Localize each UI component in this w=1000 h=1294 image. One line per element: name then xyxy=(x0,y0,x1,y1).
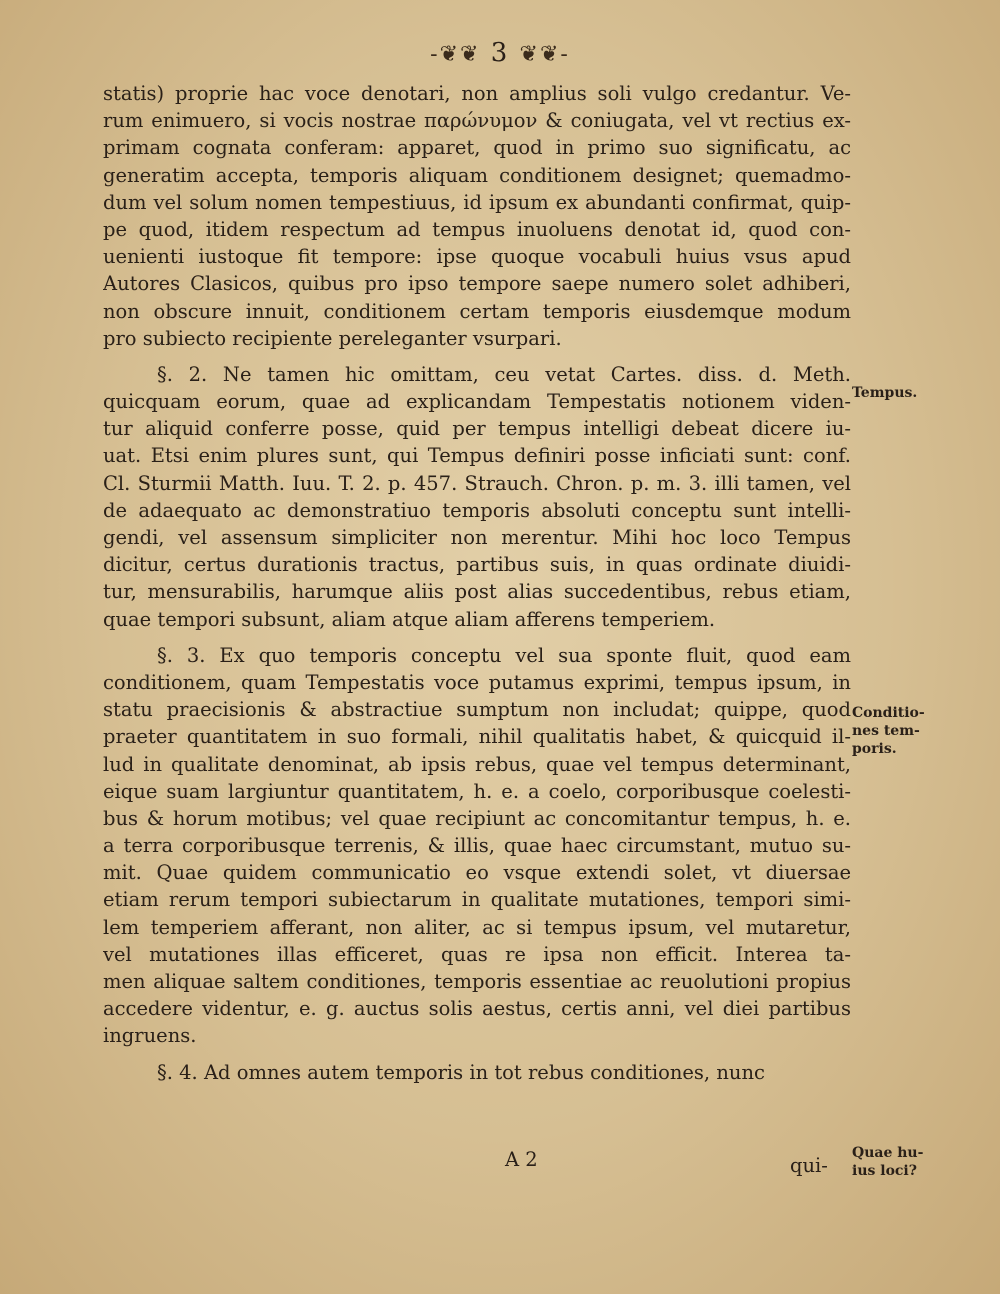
text-line: ingruens. xyxy=(103,1024,197,1048)
margin-note-text: Quae hu- ius loci? xyxy=(852,1145,924,1179)
signature-mark: A 2 xyxy=(505,1148,538,1171)
paragraph xyxy=(103,1059,851,1086)
text-line: Cl. Sturmii Matth. Iuu. T. 2. p. 457. Strauch. Chron. p. m. 3. illi tamen, vel xyxy=(103,471,851,495)
text-line: conditionem, quam Tempestatis voce putamus exprimi, tempus ipsum, in xyxy=(103,670,851,694)
margin-note-text: Tempus. xyxy=(852,385,918,401)
text-line: non obscure innuit, conditionem certam temporis eiusdemque modum xyxy=(103,299,851,323)
text-line: rum enimuero, si vocis nostrae παρώνυμον & coniugata, vel vt rectius ex- xyxy=(103,109,851,133)
page-footer xyxy=(0,1148,1000,1178)
text-line: etiam rerum tempori subiectarum in qualitate mutationes, tempori simi- xyxy=(103,888,851,912)
text-line: statis) proprie hac voce denotari, non amplius soli vulgo credantur. Ve- xyxy=(103,82,851,105)
text-line: pro subiecto recipiente pereleganter vsurpari. xyxy=(103,326,562,350)
margin-note-conditiones xyxy=(852,686,962,758)
text-line: uat. Etsi enim plures sunt, qui Tempus definiri posse inficiati sunt: conf. xyxy=(103,444,851,468)
text-line: praeter quantitatem in suo formali, nihil qualitatis habet, & quicquid il- xyxy=(103,725,851,749)
catchword: qui- xyxy=(790,1154,828,1177)
text-line: generatim accepta, temporis aliquam conditionem designet; quemadmo- xyxy=(103,163,851,187)
text-line: Autores Clasicos, quibus pro ipso tempore saepe numero solet adhiberi, xyxy=(103,272,851,296)
text-line: gendi, vel assensum simpliciter non merentur. Mihi hoc loco Tempus xyxy=(103,526,851,549)
text-line: §. 3. Ex quo temporis conceptu vel sua sponte fluit, quod eam xyxy=(157,643,851,667)
text-line: primam cognata conferam: apparet, quod in primo suo significatu, ac xyxy=(103,136,851,160)
text-line: dicitur, certus durationis tractus, partibus suis, in quas ordinate diuidi- xyxy=(103,553,851,577)
text-line: §. 2. Ne tamen hic omittam, ceu vetat Cartes. diss. d. Meth. xyxy=(157,362,851,386)
text-line: pe quod, itidem respectum ad tempus inuoluens denotat id, quod con- xyxy=(103,217,851,241)
text-line: statu praecisionis & abstractiue sumptum non includat; quippe, quod xyxy=(103,698,851,722)
text-line: tur aliquid conferre posse, quid per tempus intelligi debeat dicere iu- xyxy=(103,417,851,441)
text-line: men aliquae saltem conditiones, temporis essentiae ac reuolutioni propius xyxy=(103,970,851,993)
paragraph-gap xyxy=(103,352,851,361)
paragraph-gap xyxy=(103,1050,851,1059)
body-text xyxy=(103,80,851,1086)
ornament-left-icon: -❦❦ xyxy=(430,42,481,67)
margin-note-tempus xyxy=(852,384,962,402)
paragraph xyxy=(103,642,851,1050)
text-line: quae tempori subsunt, aliam atque aliam afferens temperiem. xyxy=(103,607,716,631)
page-header xyxy=(0,38,1000,68)
text-line: uenienti iustoque fit tempore: ipse quoque vocabuli huius vsus apud xyxy=(103,245,851,269)
text-line: accedere videntur, e. g. auctus solis aestus, certis anni, vel diei partibus xyxy=(103,997,851,1021)
paragraph-gap xyxy=(103,633,851,642)
paragraph xyxy=(103,361,851,633)
text-line: quicquam eorum, quae ad explicandam Tempestatis notionem viden- xyxy=(103,390,851,414)
text-line: bus & horum motibus; vel quae recipiunt ac concomitantur tempus, h. e. xyxy=(103,806,851,830)
text-line: a terra corporibusque terrenis, & illis, quae haec circumstant, mutuo su- xyxy=(103,834,851,858)
text-line: §. 4. Ad omnes autem temporis in tot rebus conditiones, nunc xyxy=(157,1060,765,1084)
text-line: mit. Quae quidem communicatio eo vsque extendi solet, vt diuersae xyxy=(103,861,851,885)
ornament-right-icon: ❦❦- xyxy=(519,42,570,67)
text-line: de adaequato ac demonstratiuo temporis absoluti conceptu sunt intelli- xyxy=(103,498,851,522)
text-line: vel mutationes illas efficeret, quas re ipsa non efficit. Interea ta- xyxy=(103,942,851,966)
paragraph xyxy=(103,80,851,352)
text-line: lud in qualitate denominat, ab ipsis rebus, quae vel tempus determinant, xyxy=(103,752,851,776)
page-number: 3 xyxy=(490,38,510,68)
margin-note-text: Conditio- nes tem- poris. xyxy=(852,705,925,757)
text-line: lem temperiem afferant, non aliter, ac si tempus ipsum, vel mutaretur, xyxy=(103,915,851,939)
text-line: tur, mensurabilis, harumque aliis post alias succedentibus, rebus etiam, xyxy=(103,580,851,604)
text-line: dum vel solum nomen tempestiuus, id ipsum ex abundanti confirmat, quip- xyxy=(103,190,851,214)
text-line: eique suam largiuntur quantitatem, h. e. a coelo, corporibusque coelesti- xyxy=(103,779,851,803)
